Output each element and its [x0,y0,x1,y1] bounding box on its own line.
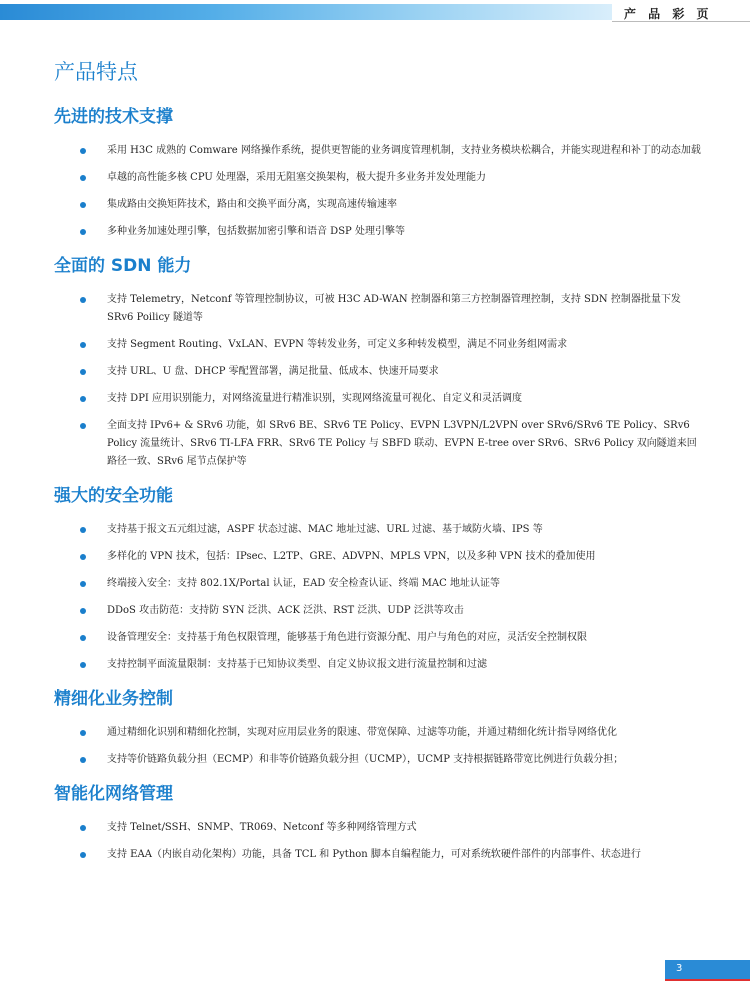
section-title: 强大的安全功能 [54,486,173,506]
feature-text: 全面支持 IPv6+ & SRv6 功能，如 SRv6 BE、SRv6 TE Policy、EVPN L3VPN/L2VPN over SRv6/SRv6 TE Policy、SRv6 Policy 流量统计、SRv6 TI-LFA FRR、SRv6 TE Policy 与 SBFD 联动、EVPN E-tree over SRv6、SRv6 Policy 双向隧道来回路径一致、SRv6 尾节点保护等 [107,420,697,467]
section-title: 先进的技术支撑 [54,107,173,127]
bullet-icon [80,825,86,831]
bullet-icon [80,852,86,858]
bullet-icon [80,396,86,402]
feature-section [54,688,704,769]
feature-section [54,255,704,471]
bullet-icon [80,297,86,303]
feature-text: 支持等价链路负载分担（ECMP）和非等价链路负载分担（UCMP），UCMP 支持根据链路带宽比例进行负载分担； [107,754,624,765]
feature-list [54,521,704,674]
header-rule [612,21,750,22]
feature-list-item [54,223,704,241]
feature-text: 卓越的高性能多核 CPU 处理器，采用无阻塞交换架构，极大提升多业务并发处理能力 [107,172,486,183]
header-label: 产 品 彩 页 [624,7,713,21]
bullet-icon [80,175,86,181]
feature-text: 支持基于报文五元组过滤，ASPF 状态过滤、MAC 地址过滤、URL 过滤、基于域防火墙、IPS 等 [107,524,543,535]
feature-list [54,819,704,864]
feature-text: 多种业务加速处理引擎，包括数据加密引擎和语音 DSP 处理引擎等 [107,226,405,237]
feature-list-item [54,602,704,620]
bullet-icon [80,527,86,533]
content-area [54,106,704,878]
feature-text: 支持 Telemetry，Netconf 等管理控制协议，可被 H3C AD-WAN 控制器和第三方控制器管理控制，支持 SDN 控制器批量下发 SRv6 Poilicy 隧道等 [107,294,681,323]
feature-list-item [54,363,704,381]
bullet-icon [80,554,86,560]
feature-text: 支持 URL、U 盘、DHCP 零配置部署，满足批量、低成本、快速开局要求 [107,366,439,377]
feature-text: 支持 Segment Routing、VxLAN、EVPN 等转发业务，可定义多种转发模型，满足不同业务组网需求 [107,339,568,350]
bullet-icon [80,229,86,235]
feature-list-item [54,169,704,187]
page-number: 3 [676,963,683,974]
feature-section [54,106,704,241]
bullet-icon [80,730,86,736]
page-title: 产品特点 [54,60,138,84]
section-title: 全面的 SDN 能力 [54,256,192,276]
feature-list-item [54,196,704,214]
bullet-icon [80,423,86,429]
feature-text: 支持 EAA（内嵌自动化架构）功能，具备 TCL 和 Python 脚本自编程能力，可对系统软硬件部件的内部事件、状态进行 [107,849,641,860]
feature-text: 采用 H3C 成熟的 Comware 网络操作系统，提供更智能的业务调度管理机制，支持业务模块松耦合，并能实现进程和补丁的动态加载 [107,145,701,156]
feature-list [54,724,704,769]
feature-list-item [54,751,704,769]
feature-list-item [54,142,704,160]
header-gradient-bar [0,4,612,20]
feature-text: 设备管理安全：支持基于角色权限管理，能够基于角色进行资源分配、用户与角色的对应，灵活安全控制权限 [107,632,587,643]
section-title: 智能化网络管理 [54,784,173,804]
section-title: 精细化业务控制 [54,689,173,709]
feature-list-item [54,656,704,674]
feature-list-item [54,724,704,742]
feature-list-item [54,291,704,327]
feature-list-item [54,629,704,647]
feature-list-item [54,819,704,837]
feature-section [54,783,704,864]
feature-list [54,142,704,241]
feature-list-item [54,390,704,408]
bullet-icon [80,635,86,641]
feature-text: 通过精细化识别和精细化控制，实现对应用层业务的限速、带宽保障、过滤等功能，并通过精细化统计指导网络优化 [107,727,617,738]
feature-list-item [54,336,704,354]
feature-list-item [54,548,704,566]
feature-text: 支持 Telnet/SSH、SNMP、TR069、Netconf 等多种网络管理方式 [107,822,417,833]
feature-text: DDoS 攻击防范：支持防 SYN 泛洪、ACK 泛洪、RST 泛洪、UDP 泛洪等攻击 [107,605,464,616]
bullet-icon [80,581,86,587]
bullet-icon [80,148,86,154]
feature-list-item [54,846,704,864]
feature-section [54,485,704,674]
bullet-icon [80,342,86,348]
bullet-icon [80,757,86,763]
feature-text: 多样化的 VPN 技术，包括：IPsec、L2TP、GRE、ADVPN、MPLS VPN，以及多种 VPN 技术的叠加使用 [107,551,596,562]
feature-text: 支持控制平面流量限制：支持基于已知协议类型、自定义协议报文进行流量控制和过滤 [107,659,487,670]
feature-list [54,291,704,471]
bullet-icon [80,202,86,208]
bullet-icon [80,369,86,375]
feature-text: 终端接入安全：支持 802.1X/Portal 认证，EAD 安全检查认证、终端 MAC 地址认证等 [107,578,500,589]
bullet-icon [80,662,86,668]
bullet-icon [80,608,86,614]
feature-list-item [54,417,704,471]
feature-text: 支持 DPI 应用识别能力，对网络流量进行精准识别，实现网络流量可视化、自定义和灵活调度 [107,393,523,404]
feature-text: 集成路由交换矩阵技术，路由和交换平面分离，实现高速传输速率 [107,199,397,210]
feature-list-item [54,521,704,539]
feature-list-item [54,575,704,593]
